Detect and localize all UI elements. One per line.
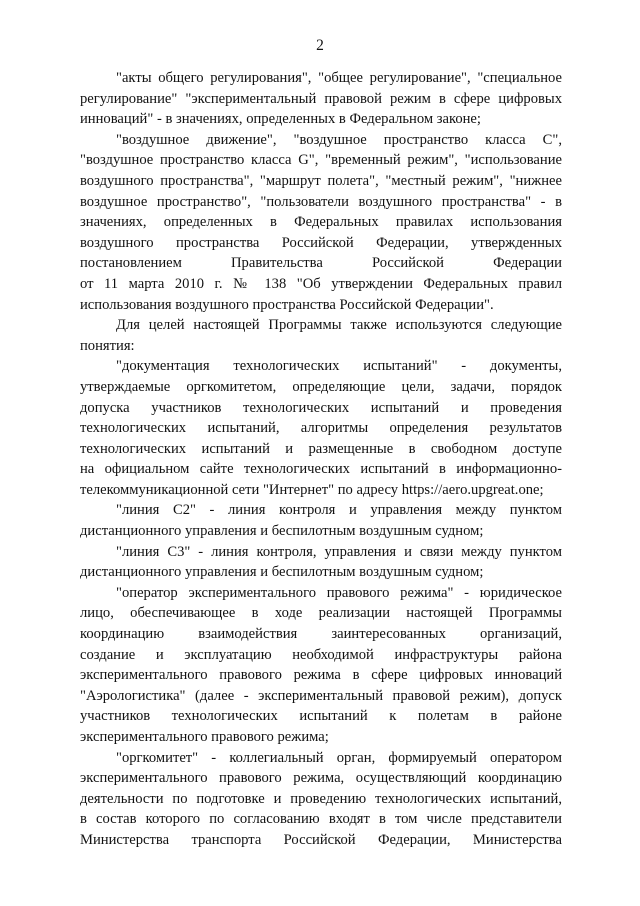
text-line: "оператор экспериментального правового режима" - юридическое bbox=[116, 584, 562, 601]
text-line: от 11 марта 2010 г. № 138 "Об утверждении Федеральных правил bbox=[80, 275, 562, 292]
text-line: утверждаемые оргкомитетом, определяющие цели, задачи, порядок bbox=[80, 378, 562, 395]
text-line: телекоммуникационной сети "Интернет" по адресу https://aero.upgreat.one; bbox=[80, 481, 544, 498]
text-line: технологических испытаний, алгоритмы определения результатов bbox=[80, 420, 562, 437]
text-line: понятия: bbox=[80, 337, 135, 354]
text-line: воздушного пространства Российской Федерации, утвержденных bbox=[80, 234, 562, 251]
text-line: координацию взаимодействия заинтересованных организаций, bbox=[80, 626, 562, 643]
text-line: регулирование" "экспериментальный правовой режим в сфере цифровых bbox=[80, 90, 562, 107]
document-body bbox=[80, 68, 562, 851]
text-line: экспериментального правового режима в сфере цифровых инноваций bbox=[80, 667, 562, 684]
text-line: воздушное пространство", "пользователи воздушного пространства" - в bbox=[80, 193, 562, 210]
text-line: дистанционного управления и беспилотным воздушным судном; bbox=[80, 523, 484, 540]
text-line: в состав которого по согласованию входят в том числе представители bbox=[80, 811, 562, 828]
text-line: "линия С3" - линия контроля, управления и связи между пунктом bbox=[116, 543, 562, 560]
text-line: "Аэрологистика" (далее - экспериментальный правовой режим), допуск bbox=[80, 687, 562, 704]
text-line: "оргкомитет" - коллегиальный орган, формируемый оператором bbox=[116, 749, 562, 766]
text-line: деятельности по подготовке и проведению технологических испытаний, bbox=[80, 790, 562, 807]
text-line: использования воздушного пространства Российской Федерации". bbox=[80, 296, 494, 313]
text-line: допуска участников технологических испытаний и проведения bbox=[80, 399, 562, 416]
text-line: технологических испытаний и размещенные в свободном доступе bbox=[80, 440, 562, 457]
text-line: воздушного пространства", "маршрут полета", "местный режим", "нижнее bbox=[80, 172, 562, 189]
text-line: "документация технологических испытаний" - документы, bbox=[116, 358, 562, 375]
text-line: "акты общего регулирования", "общее регулирование", "специальное bbox=[116, 70, 562, 86]
text-line: создание и эксплуатацию необходимой инфраструктуры района bbox=[80, 646, 562, 663]
text-line: дистанционного управления и беспилотным воздушным судном; bbox=[80, 564, 484, 581]
text-line: "линия С2" - линия контроля и управления между пунктом bbox=[116, 502, 562, 519]
text-line: постановлением Правительства Российской Федерации bbox=[80, 255, 562, 272]
text-line: на официальном сайте технологических испытаний в информационно- bbox=[80, 461, 562, 478]
text-line: экспериментального правового режима, осуществляющий координацию bbox=[80, 770, 562, 787]
text-line: лицо, обеспечивающее в ходе реализации настоящей Программы bbox=[80, 605, 562, 622]
text-line: участников технологических испытаний к полетам в районе bbox=[80, 708, 562, 725]
text-line: экспериментального правового режима; bbox=[80, 729, 329, 745]
page-number: 2 bbox=[316, 37, 324, 54]
text-line: значениях, определенных в Федеральных правилах использования bbox=[80, 214, 562, 231]
text-line: Для целей настоящей Программы также используются следующие bbox=[116, 317, 562, 334]
text-line: инноваций" - в значениях, определенных в Федеральном законе; bbox=[80, 111, 481, 128]
text-line: "воздушное пространство класса G", "временный режим", "использование bbox=[80, 152, 562, 169]
text-line: Министерства транспорта Российской Федерации, Министерства bbox=[80, 831, 562, 848]
text-line: "воздушное движение", "воздушное пространство класса С", bbox=[116, 131, 562, 148]
